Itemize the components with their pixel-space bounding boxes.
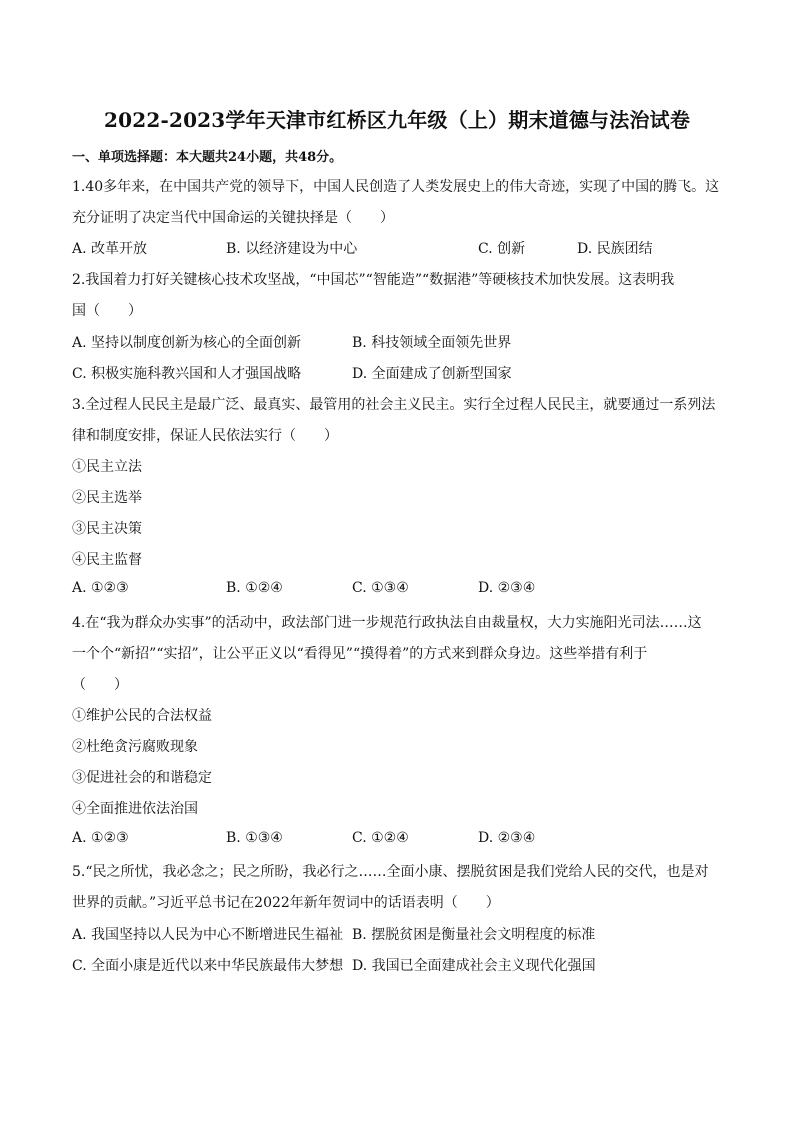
q4-item-2: ②杜绝贪污腐败现象 [72, 739, 198, 755]
q2-stem-line1: 2.我国着力打好关键核心技术攻坚战，“中国芯”“智能造”“数据港”等硬核技术加快发展。这表明我 [72, 272, 675, 288]
q4-item-4: ④全面推进依法治国 [72, 801, 198, 817]
q3-option-d: D. ②③④ [478, 580, 536, 596]
q3-stem-line2: 律和制度安排，保证人民依法实行（ ） [72, 428, 338, 444]
q5-stem-line1: 5.“民之所忧，我必念之；民之所盼，我必行之……全面小康、摆脱贫困是我们党给人民的交代，也是对 [72, 864, 709, 880]
q4-option-c: C. ①②④ [352, 830, 409, 846]
section-heading: 一、单项选择题：本大题共24小题，共48分。 [72, 150, 343, 165]
q4-stem-line1: 4.在“我为群众办实事”的活动中，政法部门进一步规范行政执法自由裁量权，大力实施阳光司法……这 [72, 615, 702, 631]
q2-option-a: A. 坚持以制度创新为核心的全面创新 [72, 335, 302, 351]
q1-stem-line2: 充分证明了决定当代中国命运的关键抉择是（ ） [72, 210, 394, 226]
exam-title: 2022-2023学年天津市红桥区九年级（上）期末道德与法治试卷 [103, 108, 691, 132]
q1-option-d: D. 民族团结 [577, 241, 653, 257]
q1-option-b: B. 以经济建设为中心 [226, 241, 358, 257]
q4-option-b: B. ①③④ [226, 830, 283, 846]
q3-option-a: A. ①②③ [72, 580, 129, 596]
q3-option-c: C. ①③④ [352, 580, 409, 596]
q1-option-c: C. 创新 [478, 241, 526, 257]
q4-item-1: ①维护公民的合法权益 [72, 708, 212, 724]
q2-stem-line2: 国（ ） [72, 303, 142, 319]
q5-option-b: B. 摆脱贫困是衡量社会文明程度的标准 [352, 927, 596, 943]
q3-stem-line1: 3.全过程人民民主是最广泛、最真实、最管用的社会主义民主。实行全过程人民民主，就要通过一系列法 [72, 397, 716, 413]
q3-item-1: ①民主立法 [72, 459, 142, 475]
q4-option-d: D. ②③④ [478, 830, 536, 846]
q3-item-3: ③民主决策 [72, 521, 142, 537]
q2-option-c: C. 积极实施科教兴国和人才强国战略 [72, 366, 302, 382]
q3-option-b: B. ①②④ [226, 580, 283, 596]
q1-option-a: A. 改革开放 [72, 241, 148, 257]
q5-option-a: A. 我国坚持以人民为中心不断增进民生福祉 [72, 927, 344, 943]
q3-item-4: ④民主监督 [72, 552, 142, 568]
q2-option-d: D. 全面建成了创新型国家 [352, 366, 512, 382]
q4-stem-line3: （ ） [72, 677, 128, 693]
q4-stem-line2: 一个个“新招”“实招”，让公平正义以“看得见”“摸得着”的方式来到群众身边。这些举措有利于 [72, 646, 648, 662]
q3-item-2: ②民主选举 [72, 490, 142, 506]
q1-stem-line1: 1.40多年来，在中国共产党的领导下，中国人民创造了人类发展史上的伟大奇迹，实现了中国的腾飞。这 [72, 179, 720, 195]
q2-option-b: B. 科技领域全面领先世界 [352, 335, 512, 351]
q5-option-c: C. 全面小康是近代以来中华民族最伟大梦想 [72, 958, 344, 974]
q4-option-a: A. ①②③ [72, 830, 129, 846]
q5-option-d: D. 我国已全面建成社会主义现代化强国 [352, 958, 596, 974]
q4-item-3: ③促进社会的和谐稳定 [72, 770, 212, 786]
q5-stem-line2: 世界的贡献。”习近平总书记在2022年新年贺词中的话语表明（ ） [72, 895, 500, 911]
